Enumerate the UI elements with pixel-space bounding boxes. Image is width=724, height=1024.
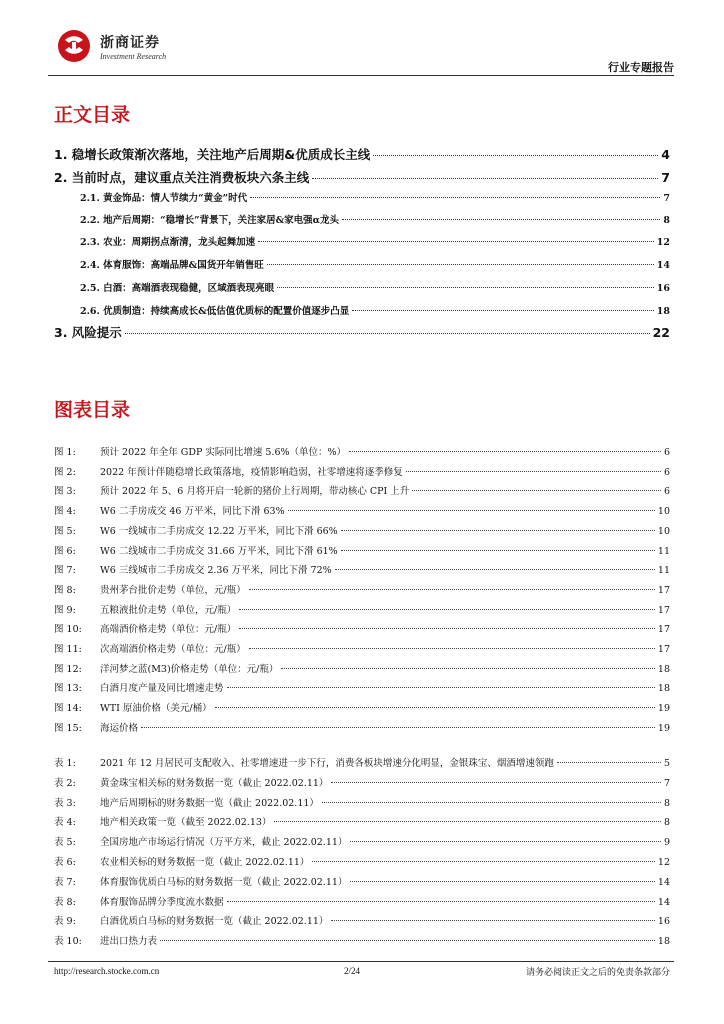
dot-leader	[227, 687, 655, 688]
entry-title: 2.6. 优质制造：持续高成长&低估值优质标的配置价值逐步凸显	[80, 306, 350, 317]
entry-title: 2.4. 体育服饰：高端品牌&国货开年销售旺	[80, 260, 264, 271]
list-item[interactable]	[54, 874, 670, 888]
dot-leader	[160, 940, 655, 941]
footer-divider	[48, 961, 674, 962]
dot-leader	[281, 668, 655, 669]
entry-title: W6 二手房成交 46 万平米，同比下滑 63%	[100, 506, 285, 518]
list-item[interactable]	[54, 483, 670, 497]
list-item[interactable]	[54, 795, 670, 809]
list-item[interactable]	[54, 523, 670, 537]
dot-leader	[412, 490, 661, 491]
entry-title: 贵州茅台批价走势（单位，元/瓶）	[100, 584, 246, 596]
entry-title: 农业相关标的财务数据一览（截止 2022.02.11）	[100, 857, 310, 868]
list-item[interactable]	[54, 775, 670, 789]
entry-title: 高端酒价格走势（单位：元/瓶）	[100, 624, 237, 636]
entry-title: 体育服饰品牌分季度流水数据	[100, 896, 224, 908]
item-label: 表 5:	[54, 837, 76, 849]
entry-page: 14	[657, 876, 670, 888]
dot-leader	[331, 782, 661, 783]
entry-title: 3. 风险提示	[54, 325, 122, 340]
list-item[interactable]	[54, 720, 670, 734]
list-item[interactable]	[54, 661, 670, 675]
entry-title: 2. 当前时点，建议重点关注消费板块六条主线	[54, 170, 310, 185]
toc-entry[interactable]	[80, 257, 670, 271]
dot-leader	[274, 821, 661, 822]
entry-page: 8	[663, 817, 670, 829]
dot-leader	[331, 920, 654, 921]
dot-leader	[322, 802, 661, 803]
entry-title: 2022 年预计伴随稳增长政策落地，疫情影响趋弱，社零增速将逐季修复	[100, 466, 403, 478]
dot-leader	[288, 510, 655, 511]
item-label: 图 3:	[54, 486, 76, 498]
entry-page: 17	[657, 584, 670, 596]
list-item[interactable]	[54, 933, 670, 947]
list-item[interactable]	[54, 582, 670, 596]
entry-page: 18	[657, 683, 670, 695]
entry-page: 22	[652, 325, 670, 340]
dot-leader	[267, 264, 654, 265]
dot-leader	[349, 451, 661, 452]
entry-page: 14	[657, 896, 670, 908]
entry-title: 2.2. 地产后周期：“稳增长”背景下，关注家居&家电强α龙头	[80, 215, 339, 226]
toc-entry[interactable]	[54, 323, 670, 341]
item-label: 表 6:	[54, 857, 76, 868]
item-label: 表 1:	[54, 758, 76, 769]
list-item[interactable]	[54, 621, 670, 635]
company-logo-icon	[56, 28, 92, 64]
entry-page: 18	[657, 663, 670, 675]
item-label: 表 9:	[54, 916, 76, 928]
entry-title: 地产相关政策一览（截至 2022.02.13）	[100, 817, 272, 829]
toc-entry[interactable]	[80, 234, 670, 248]
list-item[interactable]	[54, 755, 670, 769]
dot-leader	[342, 219, 660, 220]
entry-title: 地产后周期标的财务数据一览（截止 2022.02.11）	[100, 797, 319, 809]
item-label: 表 4:	[54, 817, 76, 829]
dot-leader	[373, 155, 658, 156]
dot-leader	[215, 707, 655, 708]
entry-page: 12	[656, 237, 670, 248]
dot-leader	[239, 628, 655, 629]
dot-leader	[350, 881, 654, 882]
report-type: 行业专题报告	[608, 61, 674, 74]
header-divider	[48, 75, 674, 76]
entry-title: 海运价格	[100, 722, 139, 734]
page-number: 2/24	[344, 966, 361, 976]
entry-title: 预计 2022 年全年 GDP 实际同比增速 5.6%（单位：%）	[100, 447, 347, 458]
entry-title: 1. 稳增长政策渐次落地，关注地产后周期&优质成长主线	[54, 147, 371, 162]
entry-page: 6	[663, 447, 670, 458]
list-item[interactable]	[54, 641, 670, 655]
item-label: 图 13:	[54, 683, 82, 695]
entry-page: 6	[663, 466, 670, 478]
dot-leader	[352, 310, 654, 311]
dot-leader	[277, 287, 654, 288]
entry-page: 11	[657, 565, 670, 577]
dot-leader	[125, 333, 650, 334]
entry-title: 体育服饰优质白马标的财务数据一览（截止 2022.02.11）	[100, 876, 348, 888]
item-label: 图 11:	[54, 644, 82, 655]
list-item[interactable]	[54, 562, 670, 576]
entry-page: 12	[657, 857, 670, 868]
footer-url[interactable]: http://research.stocke.com.cn	[54, 966, 160, 976]
toc-title: 正文目录	[54, 104, 131, 126]
dot-leader	[249, 648, 655, 649]
toc-entry[interactable]	[54, 168, 670, 186]
dot-leader	[341, 530, 655, 531]
dot-leader	[250, 197, 660, 198]
list-item[interactable]	[54, 834, 670, 848]
list-item[interactable]	[54, 894, 670, 908]
entry-title: 黄金珠宝相关标的财务数据一览（截止 2022.02.11）	[100, 777, 329, 789]
item-label: 表 7:	[54, 876, 76, 888]
item-label: 图 12:	[54, 663, 82, 675]
entry-page: 7	[663, 777, 670, 789]
entry-page: 17	[657, 604, 670, 616]
entry-page: 10	[657, 525, 670, 537]
list-item[interactable]	[54, 444, 670, 458]
dot-leader	[335, 569, 655, 570]
entry-title: 预计 2022 年 5、6 月将开启一轮新的猪价上行周期，带动核心 CPI 上升	[100, 486, 410, 498]
entry-page: 5	[663, 758, 670, 769]
list-item[interactable]	[54, 814, 670, 828]
entry-title: 2021 年 12 月居民可支配收入、社零增速进一步下行，消费各板块增速分化明显，金银珠宝、烟酒增速领跑	[100, 758, 554, 769]
toc-entry[interactable]	[80, 303, 670, 317]
entry-page: 11	[657, 545, 670, 557]
item-label: 图 2:	[54, 466, 76, 478]
item-label: 图 5:	[54, 525, 76, 537]
dot-leader	[557, 762, 661, 763]
entry-title: WTI 原油价格（美元/桶）	[100, 703, 212, 715]
dot-leader	[312, 178, 658, 179]
entry-title: 白酒优质白马标的财务数据一览（截止 2022.02.11）	[100, 916, 329, 928]
entry-title: 2.3. 农业：周期拐点渐清，龙头起舞加速	[80, 237, 256, 248]
dot-leader	[239, 609, 655, 610]
entry-page: 10	[657, 506, 670, 518]
dot-leader	[341, 550, 655, 551]
entry-page: 19	[657, 722, 670, 734]
entry-title: W6 二线城市二手房成交 31.66 万平米，同比下滑 61%	[100, 545, 338, 557]
item-label: 图 6:	[54, 545, 76, 557]
page-header	[48, 22, 674, 74]
entry-page: 16	[656, 283, 670, 294]
entry-page: 4	[661, 147, 670, 162]
entry-title: 白酒月度产量及同比增速走势	[100, 683, 224, 695]
entry-page: 17	[657, 644, 670, 655]
dot-leader	[350, 841, 661, 842]
item-label: 图 15:	[54, 722, 82, 734]
item-label: 图 4:	[54, 506, 76, 518]
toc-entry[interactable]	[54, 145, 670, 163]
toc-entry[interactable]	[80, 212, 670, 226]
list-item[interactable]	[54, 700, 670, 714]
entry-page: 6	[663, 486, 670, 498]
dot-leader	[258, 241, 654, 242]
dot-leader	[406, 471, 661, 472]
entry-title: 2.5. 白酒：高端酒表现稳健，区域酒表现亮眼	[80, 283, 275, 294]
list-item[interactable]	[54, 602, 670, 616]
entry-page: 17	[657, 624, 670, 636]
list-item[interactable]	[54, 854, 670, 868]
logo-text-cn: 浙商证券	[100, 35, 160, 51]
item-label: 图 14:	[54, 703, 82, 715]
toc-entry[interactable]	[80, 280, 670, 294]
item-label: 图 1:	[54, 447, 76, 458]
list-item[interactable]	[54, 464, 670, 478]
entry-title: 洋河梦之蓝(M3)价格走势（单位：元/瓶）	[100, 663, 279, 675]
item-label: 表 10:	[54, 936, 82, 948]
item-label: 图 8:	[54, 584, 76, 596]
entry-page: 9	[663, 837, 670, 849]
entry-page: 18	[656, 306, 670, 317]
dot-leader	[249, 589, 655, 590]
entry-page: 14	[656, 260, 670, 271]
dot-leader	[227, 901, 655, 902]
entry-title: W6 三线城市二手房成交 2.36 万平米，同比下滑 72%	[100, 565, 332, 577]
entry-title: W6 一线城市二手房成交 12.22 万平米，同比下滑 66%	[100, 525, 338, 537]
entry-page: 19	[657, 703, 670, 715]
dot-leader	[312, 861, 654, 862]
item-label: 表 8:	[54, 896, 76, 908]
charts-title: 图表目录	[54, 399, 131, 421]
entry-page: 16	[657, 916, 670, 928]
item-label: 表 2:	[54, 777, 76, 789]
entry-title: 全国房地产市场运行情况（万平方米，截止 2022.02.11）	[100, 837, 348, 849]
entry-page: 7	[661, 170, 670, 185]
item-label: 图 10:	[54, 624, 82, 636]
entry-page: 8	[663, 797, 670, 809]
entry-title: 进出口热力表	[100, 936, 158, 948]
list-item[interactable]	[54, 543, 670, 557]
item-label: 图 9:	[54, 604, 76, 616]
item-label: 图 7:	[54, 565, 76, 577]
entry-page: 18	[657, 936, 670, 948]
entry-page: 7	[663, 193, 670, 204]
entry-title: 五粮液批价走势（单位，元/瓶）	[100, 604, 237, 616]
dot-leader	[141, 727, 655, 728]
logo-text-en: Investment Research	[100, 52, 167, 61]
entry-page: 8	[663, 215, 670, 226]
toc-entry[interactable]	[80, 190, 670, 204]
list-item[interactable]	[54, 503, 670, 517]
footer-disclaimer: 请务必阅读正文之后的免责条款部分	[525, 968, 670, 978]
item-label: 表 3:	[54, 797, 76, 809]
entry-title: 次高端酒价格走势（单位：元/瓶）	[100, 644, 246, 655]
list-item[interactable]	[54, 680, 670, 694]
entry-title: 2.1. 黄金饰品：情人节续力“黄金”时代	[80, 193, 248, 204]
list-item[interactable]	[54, 913, 670, 927]
